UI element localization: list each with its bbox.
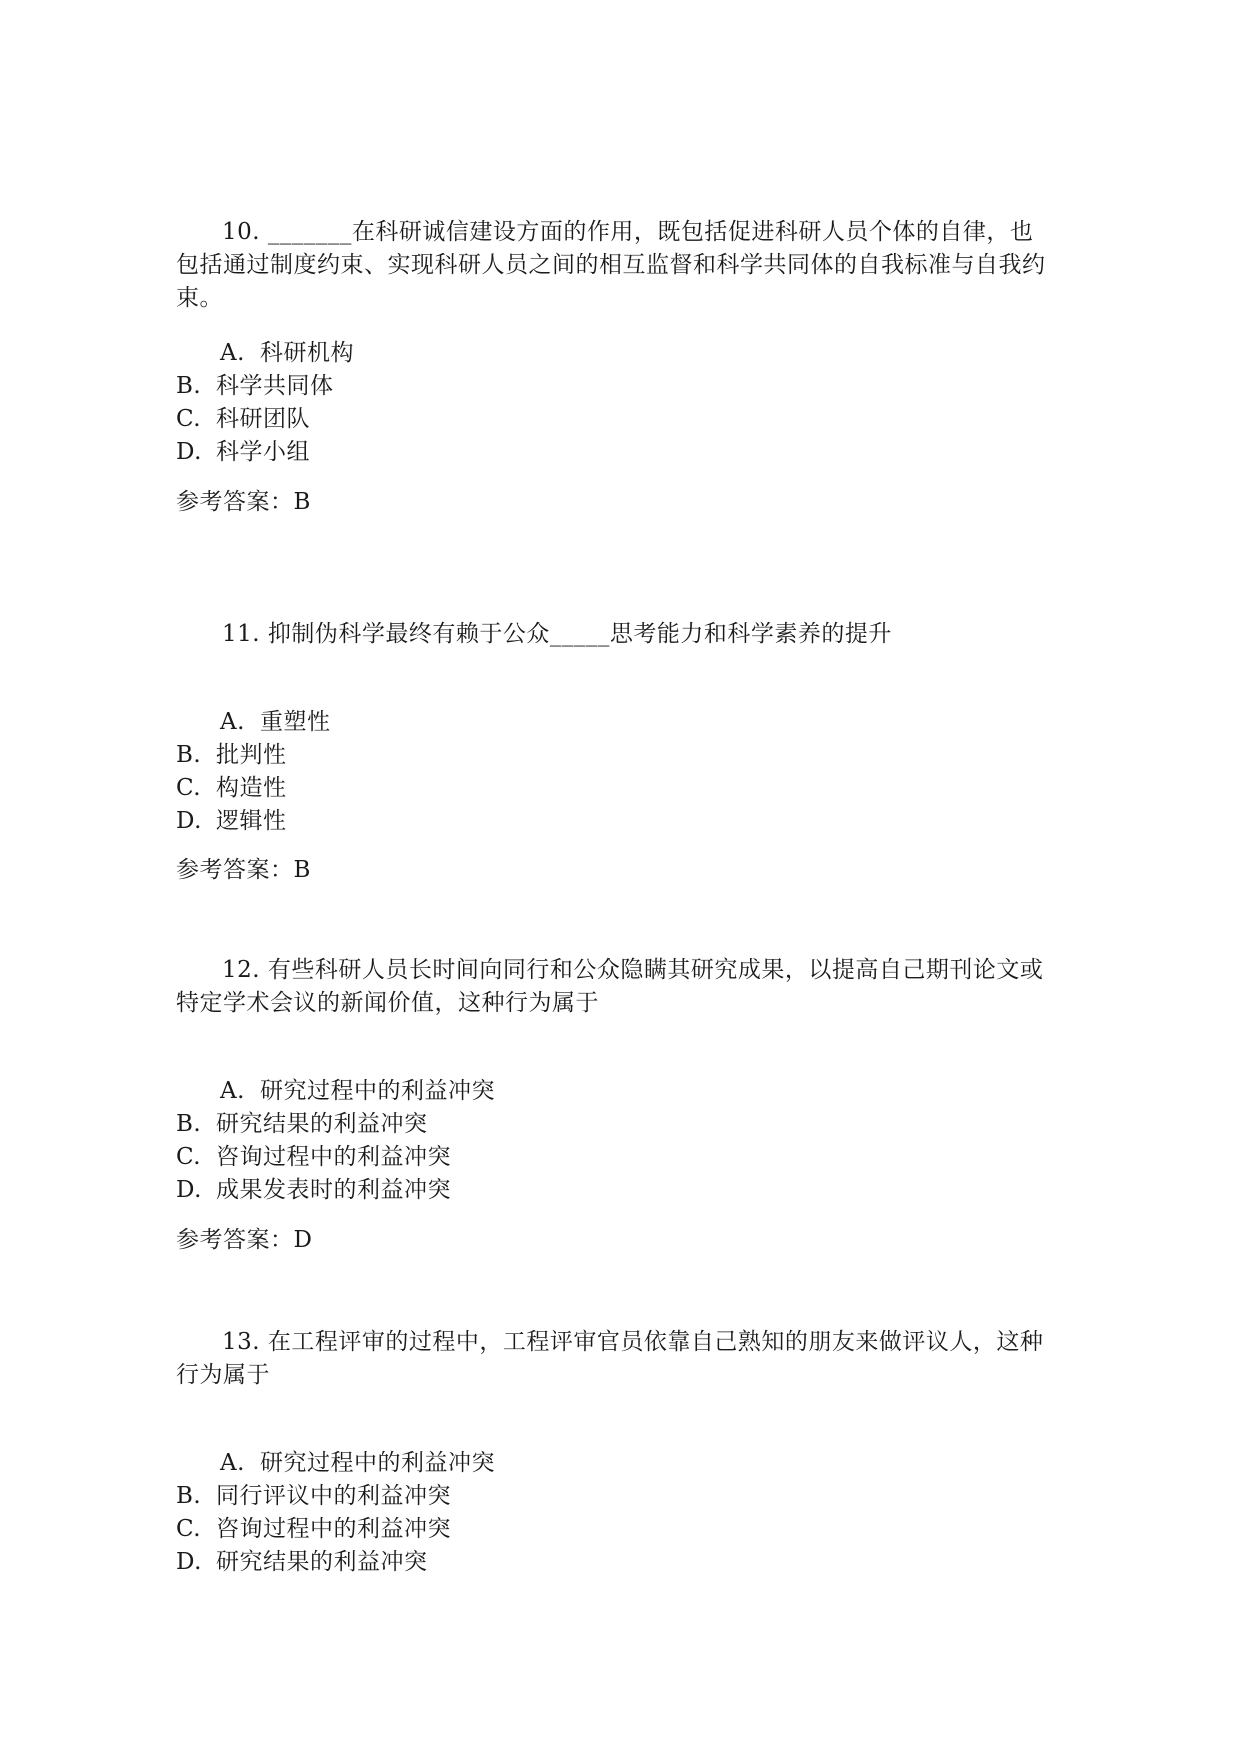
option-list [176,1075,1056,1207]
option-d: D. 逻辑性 [176,808,287,834]
option-a: A. 重塑性 [220,709,331,735]
option-list [176,706,1056,838]
option-list [176,1447,1056,1579]
option-a: A. 科研机构 [220,340,354,366]
option-b: B. 同行评议中的利益冲突 [176,1483,451,1509]
option-b: B. 科学共同体 [176,373,334,399]
option-d: D. 研究结果的利益冲突 [176,1549,428,1575]
question-11 [176,618,1056,883]
option-d: D. 成果发表时的利益冲突 [176,1177,451,1203]
option-d: D. 科学小组 [176,439,310,465]
question-stem: 13. 在工程评审的过程中，工程评审官员依靠自己熟知的朋友来做评议人，这种行为属于 [176,1329,1044,1388]
option-c: C. 构造性 [176,775,287,801]
option-b: B. 批判性 [176,742,287,768]
question-12 [176,954,1056,1253]
question-stem: 12. 有些科研人员长时间向同行和公众隐瞒其研究成果，以提高自己期刊论文或特定学术会议的新闻价值，这种行为属于 [176,957,1044,1016]
option-a: A. 研究过程中的利益冲突 [220,1450,495,1476]
reference-answer: 参考答案：B [176,857,311,883]
reference-answer: 参考答案：B [176,489,311,515]
question-stem: 10. _______在科研诚信建设方面的作用，既包括促进科研人员个体的自律，也包括通过制度约束、实现科研人员之间的相互监督和科学共同体的自我标准与自我约束。 [176,219,1046,311]
option-b: B. 研究结果的利益冲突 [176,1111,428,1137]
option-c: C. 咨询过程中的利益冲突 [176,1516,451,1542]
question-stem: 11. 抑制伪科学最终有赖于公众_____思考能力和科学素养的提升 [222,621,892,647]
question-10 [176,216,1056,515]
reference-answer: 参考答案：D [176,1227,313,1253]
option-c: C. 科研团队 [176,406,310,432]
question-13 [176,1326,1056,1575]
option-list [176,337,1056,469]
option-a: A. 研究过程中的利益冲突 [220,1078,495,1104]
option-c: C. 咨询过程中的利益冲突 [176,1144,451,1170]
